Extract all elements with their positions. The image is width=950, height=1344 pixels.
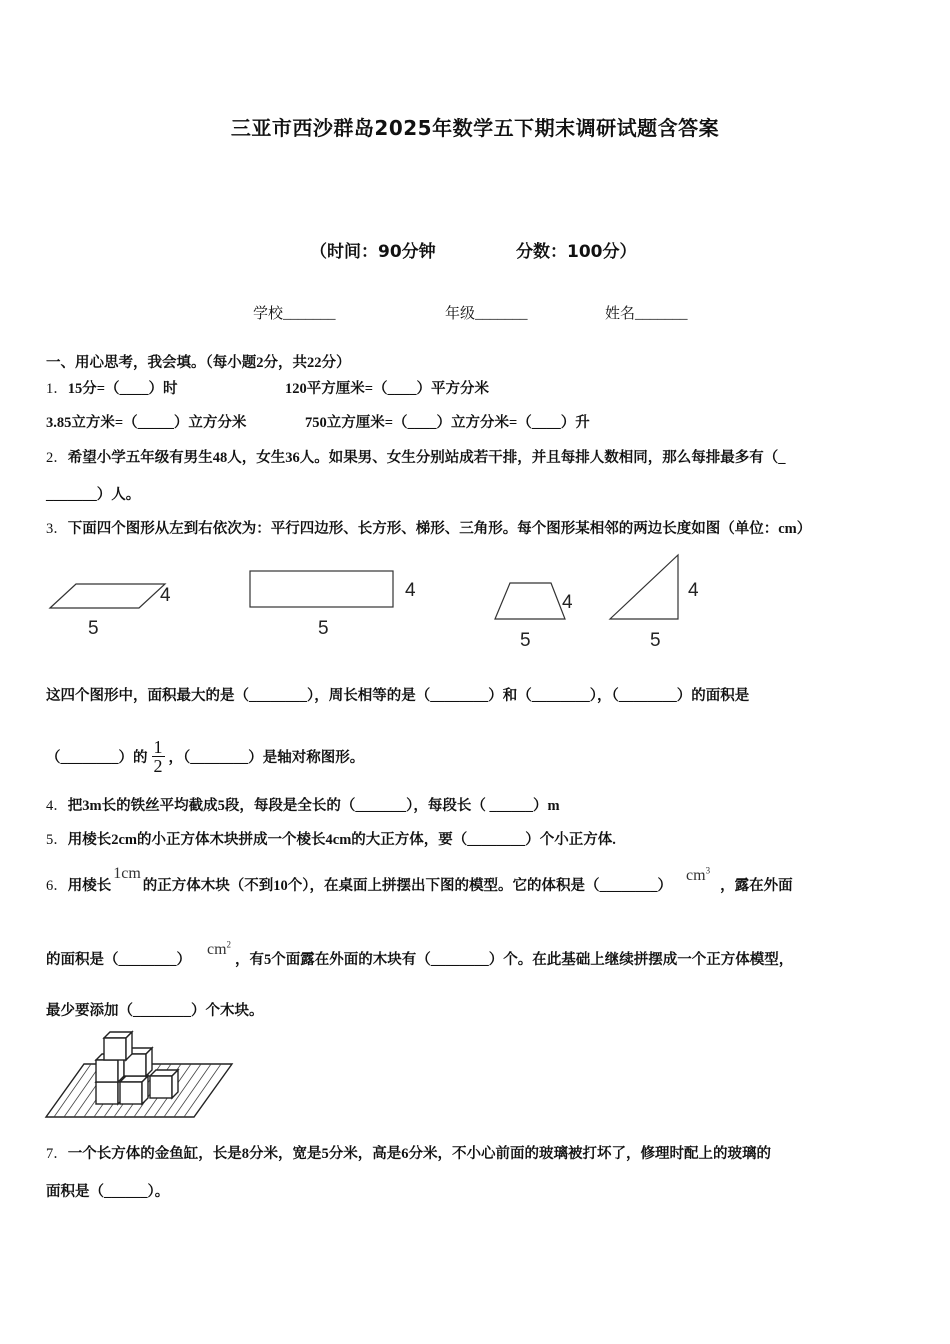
parallelogram-shape: [50, 584, 165, 608]
q6-text-c: ，露在外面: [720, 878, 793, 894]
question-1: [46, 377, 178, 398]
q1-part-c: 3.85立方米=（_____）立方分米: [46, 415, 247, 431]
half-fraction: [152, 738, 165, 775]
unit-exponent: 3: [705, 865, 711, 876]
q7-text-line2: 面积是（______）。: [46, 1184, 170, 1200]
q2-text-line2: _______）人。: [46, 487, 141, 503]
triangle-shape: [610, 555, 678, 619]
unit-cm: cm: [207, 941, 227, 958]
exam-score: 分数：100分）: [516, 242, 637, 262]
question-number: 1．: [46, 381, 68, 397]
triangle-base-label: 5: [650, 630, 661, 651]
section-heading: 一、用心思考，我会填。（每小题2分，共22分）: [46, 355, 351, 371]
question-number: 3．: [46, 521, 68, 537]
q6-unit-area: [207, 941, 231, 958]
parallelogram-side-label: 4: [160, 585, 171, 606]
parallelogram-base-label: 5: [88, 618, 99, 639]
q1-part-b: 120平方厘米=（____）平方分米: [285, 381, 490, 397]
q3-line3-part-b: ，（________）是轴对称图形。: [168, 749, 365, 766]
question-6-line1: [46, 865, 793, 895]
question-7: [46, 1142, 771, 1163]
q2-text-line1: 希望小学五年级有男生48人，女生36人。如果男、女生分别站成若干排，并且每排人数相同，那么每排最多有（_: [67, 450, 786, 466]
q5-text: 用棱长2cm的小正方体木块拼成一个棱长4cm的大正方体，要（________）个小正方体.: [67, 832, 616, 848]
question-number: 4．: [46, 798, 68, 814]
trapezoid-base-label: 5: [520, 630, 531, 651]
question-4: [46, 794, 560, 815]
trapezoid-shape: [495, 583, 565, 619]
q4-text: 把3m长的铁丝平均截成5段，每段是全长的（_______），每段长（ ______）m: [67, 798, 560, 814]
rectangle-base-label: 5: [318, 618, 329, 639]
unit-exponent: 2: [226, 939, 232, 950]
q6-text-f: 最少要添加（________）个木块。: [46, 1003, 264, 1019]
question-2: [46, 446, 786, 467]
q3-text-line2: 这四个图形中，面积最大的是（________），周长相等的是（________）和（________），（________）的面积是: [46, 688, 750, 704]
question-6-line2: [46, 939, 794, 969]
q3-shapes-figure: [40, 545, 740, 655]
question-number: 7．: [46, 1146, 68, 1162]
q6-unit-length: 1cm: [113, 865, 141, 882]
question-number: 5．: [46, 832, 68, 848]
school-field: 学校_______: [253, 306, 336, 322]
q7-text-line1: 一个长方体的金鱼缸，长是8分米，宽是5分米，高是6分米，不小心前面的玻璃被打坏了，修理时配上的玻璃的: [67, 1146, 771, 1162]
triangle-side-label: 4: [688, 580, 699, 601]
exam-time: （时间：90分钟: [310, 242, 436, 262]
question-3: [46, 517, 811, 538]
q3-text-line3: [46, 734, 364, 778]
q6-text-b: 的正方体木块（不到10个），在桌面上拼摆出下图的模型。它的体积是（________）: [142, 878, 673, 894]
q1-part-a: 15分=（____）时: [67, 381, 178, 397]
fraction-numerator: 1: [153, 736, 163, 757]
page-title: 三亚市西沙群岛2025年数学五下期末调研试题含答案: [230, 116, 720, 140]
question-number: 2．: [46, 450, 68, 466]
q6-cube-model-figure: [44, 1028, 236, 1122]
cube-stack: [96, 1032, 178, 1104]
trapezoid-side-label: 4: [562, 592, 573, 613]
question-number: 6．: [46, 878, 68, 894]
q3-text-line1: 下面四个图形从左到右依次为：平行四边形、长方形、梯形、三角形。每个图形某相邻的两边长度如图（单位：cm）: [67, 521, 812, 537]
unit-cm: cm: [686, 867, 706, 884]
grade-field: 年级_______: [445, 306, 528, 322]
q6-unit-volume: [686, 867, 710, 884]
q3-line3-part-a: （________）的: [46, 749, 148, 766]
rectangle-shape: [250, 571, 393, 607]
name-field: 姓名_______: [605, 306, 688, 322]
q6-text-d: 的面积是（________）: [46, 952, 191, 968]
rectangle-side-label: 4: [405, 580, 416, 601]
q6-text-a: 用棱长: [67, 878, 112, 894]
question-5: [46, 828, 616, 849]
fraction-denominator: 2: [153, 755, 163, 776]
q1-part-d: 750立方厘米=（____）立方分米=（____）升: [305, 415, 590, 431]
q6-text-e: ，有5个面露在外面的木块有（________）个。在此基础上继续拼摆成一个正方体模型，: [235, 952, 794, 968]
